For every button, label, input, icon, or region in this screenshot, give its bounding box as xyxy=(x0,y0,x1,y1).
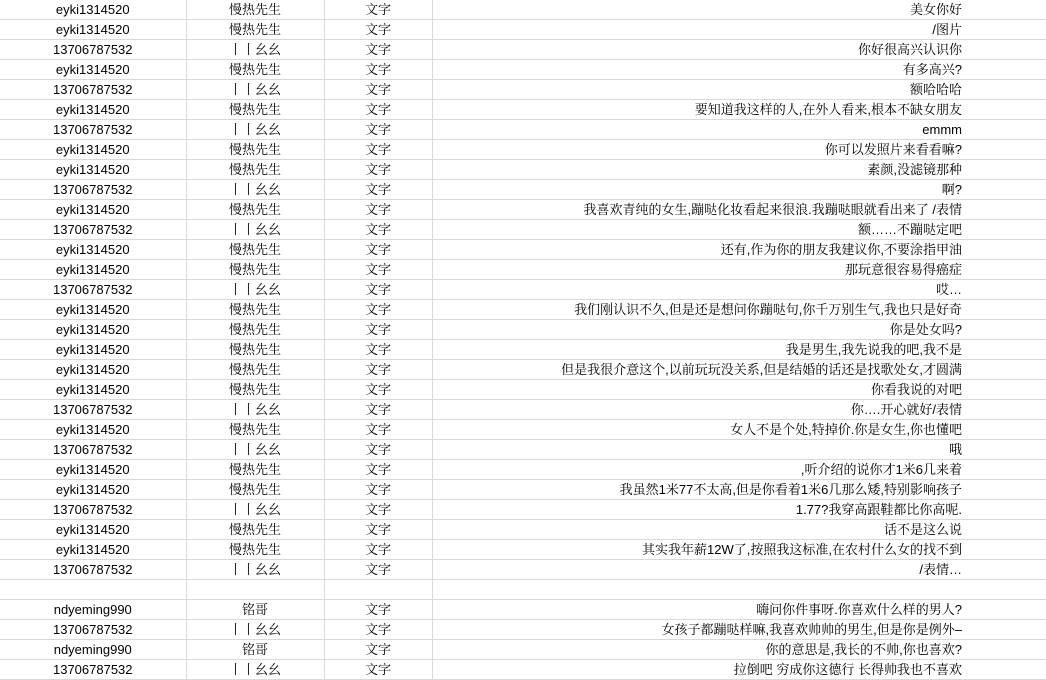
table-row[interactable] xyxy=(0,540,1046,560)
cell-message-text xyxy=(432,580,1046,600)
table-row[interactable] xyxy=(0,320,1046,340)
cell-nickname: 丨丨幺幺 xyxy=(186,500,324,520)
cell-nickname: 丨丨幺幺 xyxy=(186,440,324,460)
cell-message-type: 文字 xyxy=(324,60,432,80)
cell-account-id: 13706787532 xyxy=(0,660,186,680)
cell-nickname: 慢热先生 xyxy=(186,380,324,400)
cell-message-type: 文字 xyxy=(324,600,432,620)
cell-message-type: 文字 xyxy=(324,400,432,420)
cell-message-text: 1.77?我穿高跟鞋都比你高呢. xyxy=(432,500,1046,520)
cell-message-text: 美女你好 xyxy=(432,0,1046,20)
table-row[interactable] xyxy=(0,420,1046,440)
cell-message-type: 文字 xyxy=(324,300,432,320)
cell-account-id: 13706787532 xyxy=(0,40,186,60)
cell-nickname: 丨丨幺幺 xyxy=(186,560,324,580)
cell-message-type: 文字 xyxy=(324,360,432,380)
cell-account-id: eyki1314520 xyxy=(0,420,186,440)
cell-account-id: ndyeming990 xyxy=(0,640,186,660)
table-row[interactable] xyxy=(0,660,1046,680)
cell-nickname: 丨丨幺幺 xyxy=(186,220,324,240)
cell-message-text: 素颜,没滤镜那种 xyxy=(432,160,1046,180)
table-row[interactable] xyxy=(0,180,1046,200)
table-row[interactable] xyxy=(0,560,1046,580)
cell-nickname: 慢热先生 xyxy=(186,300,324,320)
cell-nickname xyxy=(186,580,324,600)
cell-message-text: 女孩子都蹦哒样嘛,我喜欢帅帅的男生,但是你是例外– xyxy=(432,620,1046,640)
cell-message-type: 文字 xyxy=(324,380,432,400)
table-row[interactable] xyxy=(0,300,1046,320)
cell-message-type: 文字 xyxy=(324,320,432,340)
table-row[interactable] xyxy=(0,100,1046,120)
cell-message-text: 你是处女吗? xyxy=(432,320,1046,340)
cell-account-id: eyki1314520 xyxy=(0,520,186,540)
cell-nickname: 慢热先生 xyxy=(186,460,324,480)
table-row[interactable] xyxy=(0,360,1046,380)
table-row[interactable] xyxy=(0,380,1046,400)
cell-message-text: 还有,作为你的朋友我建议你,不要涂指甲油 xyxy=(432,240,1046,260)
cell-nickname: 丨丨幺幺 xyxy=(186,280,324,300)
cell-message-type: 文字 xyxy=(324,160,432,180)
table-row[interactable] xyxy=(0,620,1046,640)
cell-message-type: 文字 xyxy=(324,240,432,260)
cell-message-text: 有多高兴? xyxy=(432,60,1046,80)
table-row[interactable] xyxy=(0,600,1046,620)
cell-account-id xyxy=(0,580,186,600)
cell-account-id: eyki1314520 xyxy=(0,540,186,560)
table-row[interactable] xyxy=(0,160,1046,180)
table-row[interactable] xyxy=(0,280,1046,300)
cell-message-text: 你可以发照片来看看嘛? xyxy=(432,140,1046,160)
cell-nickname: 慢热先生 xyxy=(186,540,324,560)
cell-message-type: 文字 xyxy=(324,620,432,640)
table-row[interactable] xyxy=(0,0,1046,20)
table-row[interactable] xyxy=(0,140,1046,160)
cell-message-text: emmm xyxy=(432,120,1046,140)
cell-message-type: 文字 xyxy=(324,20,432,40)
cell-nickname: 丨丨幺幺 xyxy=(186,620,324,640)
cell-nickname: 慢热先生 xyxy=(186,200,324,220)
cell-nickname: 慢热先生 xyxy=(186,140,324,160)
cell-account-id: eyki1314520 xyxy=(0,480,186,500)
cell-account-id: eyki1314520 xyxy=(0,240,186,260)
cell-message-type: 文字 xyxy=(324,500,432,520)
cell-account-id: eyki1314520 xyxy=(0,260,186,280)
cell-nickname: 铭哥 xyxy=(186,600,324,620)
cell-message-type: 文字 xyxy=(324,660,432,680)
cell-message-type: 文字 xyxy=(324,480,432,500)
cell-nickname: 慢热先生 xyxy=(186,240,324,260)
table-row[interactable] xyxy=(0,260,1046,280)
cell-message-text: 那玩意很容易得癌症 xyxy=(432,260,1046,280)
cell-message-type: 文字 xyxy=(324,0,432,20)
cell-message-text: 其实我年薪12W了,按照我这标准,在农村什么女的找不到 xyxy=(432,540,1046,560)
cell-message-type xyxy=(324,580,432,600)
cell-nickname: 丨丨幺幺 xyxy=(186,80,324,100)
cell-nickname: 铭哥 xyxy=(186,640,324,660)
cell-account-id: 13706787532 xyxy=(0,120,186,140)
cell-message-type: 文字 xyxy=(324,180,432,200)
cell-account-id: eyki1314520 xyxy=(0,140,186,160)
cell-message-type: 文字 xyxy=(324,100,432,120)
cell-message-type: 文字 xyxy=(324,140,432,160)
cell-nickname: 慢热先生 xyxy=(186,160,324,180)
cell-nickname: 慢热先生 xyxy=(186,420,324,440)
cell-nickname: 慢热先生 xyxy=(186,60,324,80)
cell-message-type: 文字 xyxy=(324,460,432,480)
cell-message-type: 文字 xyxy=(324,520,432,540)
table-row[interactable] xyxy=(0,460,1046,480)
cell-account-id: 13706787532 xyxy=(0,560,186,580)
cell-nickname: 慢热先生 xyxy=(186,20,324,40)
cell-message-type: 文字 xyxy=(324,420,432,440)
table-row[interactable] xyxy=(0,340,1046,360)
cell-message-type: 文字 xyxy=(324,280,432,300)
cell-message-text: 哦 xyxy=(432,440,1046,460)
cell-account-id: eyki1314520 xyxy=(0,300,186,320)
cell-nickname: 慢热先生 xyxy=(186,0,324,20)
cell-message-text: 我喜欢青纯的女生,蹦哒化妆看起来很浪.我蹦哒眼就看出来了 /表情 xyxy=(432,200,1046,220)
cell-account-id: ndyeming990 xyxy=(0,600,186,620)
cell-message-type: 文字 xyxy=(324,80,432,100)
cell-nickname: 丨丨幺幺 xyxy=(186,660,324,680)
cell-nickname: 慢热先生 xyxy=(186,480,324,500)
table-row[interactable] xyxy=(0,580,1046,600)
table-row[interactable] xyxy=(0,500,1046,520)
cell-message-text: 女人不是个处,特掉价.你是女生,你也懂吧 xyxy=(432,420,1046,440)
cell-message-type: 文字 xyxy=(324,120,432,140)
cell-message-type: 文字 xyxy=(324,340,432,360)
cell-message-type: 文字 xyxy=(324,540,432,560)
cell-account-id: eyki1314520 xyxy=(0,460,186,480)
cell-account-id: eyki1314520 xyxy=(0,200,186,220)
cell-message-type: 文字 xyxy=(324,220,432,240)
cell-message-text: 额哈哈哈 xyxy=(432,80,1046,100)
cell-nickname: 丨丨幺幺 xyxy=(186,400,324,420)
cell-message-text: ,听介绍的说你才1米6几来着 xyxy=(432,460,1046,480)
cell-message-text: 拉倒吧 穷成你这德行 长得帅我也不喜欢 xyxy=(432,660,1046,680)
cell-message-type: 文字 xyxy=(324,260,432,280)
cell-nickname: 慢热先生 xyxy=(186,320,324,340)
cell-account-id: eyki1314520 xyxy=(0,100,186,120)
cell-account-id: eyki1314520 xyxy=(0,320,186,340)
cell-account-id: eyki1314520 xyxy=(0,340,186,360)
cell-account-id: 13706787532 xyxy=(0,80,186,100)
cell-account-id: eyki1314520 xyxy=(0,380,186,400)
cell-account-id: eyki1314520 xyxy=(0,20,186,40)
table-row[interactable] xyxy=(0,480,1046,500)
cell-message-text: /图片 xyxy=(432,20,1046,40)
cell-message-type: 文字 xyxy=(324,640,432,660)
cell-message-text: 你….开心就好/表情 xyxy=(432,400,1046,420)
table-row[interactable] xyxy=(0,440,1046,460)
cell-message-text: 哎… xyxy=(432,280,1046,300)
cell-message-type: 文字 xyxy=(324,200,432,220)
cell-message-text: 要知道我这样的人,在外人看来,根本不缺女朋友 xyxy=(432,100,1046,120)
cell-account-id: 13706787532 xyxy=(0,400,186,420)
cell-nickname: 丨丨幺幺 xyxy=(186,120,324,140)
cell-message-text: 我是男生,我先说我的吧,我不是 xyxy=(432,340,1046,360)
cell-account-id: 13706787532 xyxy=(0,220,186,240)
table-row[interactable] xyxy=(0,240,1046,260)
table-row[interactable] xyxy=(0,400,1046,420)
cell-message-text: 你好很高兴认识你 xyxy=(432,40,1046,60)
cell-message-text: 额……不蹦哒定吧 xyxy=(432,220,1046,240)
table-row[interactable] xyxy=(0,20,1046,40)
cell-account-id: eyki1314520 xyxy=(0,160,186,180)
cell-message-type: 文字 xyxy=(324,440,432,460)
cell-message-text: 但是我很介意这个,以前玩玩没关系,但是结婚的话还是找歌处女,才圆满 xyxy=(432,360,1046,380)
cell-message-text: 你看我说的对吧 xyxy=(432,380,1046,400)
cell-message-text: 你的意思是,我长的不帅,你也喜欢? xyxy=(432,640,1046,660)
cell-account-id: 13706787532 xyxy=(0,620,186,640)
cell-account-id: 13706787532 xyxy=(0,280,186,300)
cell-account-id: eyki1314520 xyxy=(0,0,186,20)
cell-message-text: 话不是这么说 xyxy=(432,520,1046,540)
cell-nickname: 慢热先生 xyxy=(186,360,324,380)
cell-message-text: 嗨问你件事呀.你喜欢什么样的男人? xyxy=(432,600,1046,620)
cell-nickname: 慢热先生 xyxy=(186,520,324,540)
table-row[interactable] xyxy=(0,200,1046,220)
cell-nickname: 慢热先生 xyxy=(186,340,324,360)
cell-message-text: /表情… xyxy=(432,560,1046,580)
cell-message-text: 我们刚认识不久,但是还是想问你蹦哒句,你千万别生气,我也只是好奇 xyxy=(432,300,1046,320)
table-row[interactable] xyxy=(0,60,1046,80)
cell-account-id: eyki1314520 xyxy=(0,360,186,380)
cell-message-text: 啊? xyxy=(432,180,1046,200)
cell-account-id: 13706787532 xyxy=(0,440,186,460)
table-row[interactable] xyxy=(0,520,1046,540)
table-row[interactable] xyxy=(0,80,1046,100)
cell-nickname: 慢热先生 xyxy=(186,260,324,280)
cell-message-type: 文字 xyxy=(324,560,432,580)
table-row[interactable] xyxy=(0,640,1046,660)
table-row[interactable] xyxy=(0,120,1046,140)
cell-message-text: 我虽然1米77不太高,但是你看着1米6几那么矮,特别影响孩子 xyxy=(432,480,1046,500)
cell-account-id: 13706787532 xyxy=(0,180,186,200)
cell-nickname: 丨丨幺幺 xyxy=(186,40,324,60)
cell-nickname: 慢热先生 xyxy=(186,100,324,120)
cell-account-id: eyki1314520 xyxy=(0,60,186,80)
table-row[interactable] xyxy=(0,220,1046,240)
cell-account-id: 13706787532 xyxy=(0,500,186,520)
cell-message-type: 文字 xyxy=(324,40,432,60)
table-row[interactable] xyxy=(0,40,1046,60)
cell-nickname: 丨丨幺幺 xyxy=(186,180,324,200)
